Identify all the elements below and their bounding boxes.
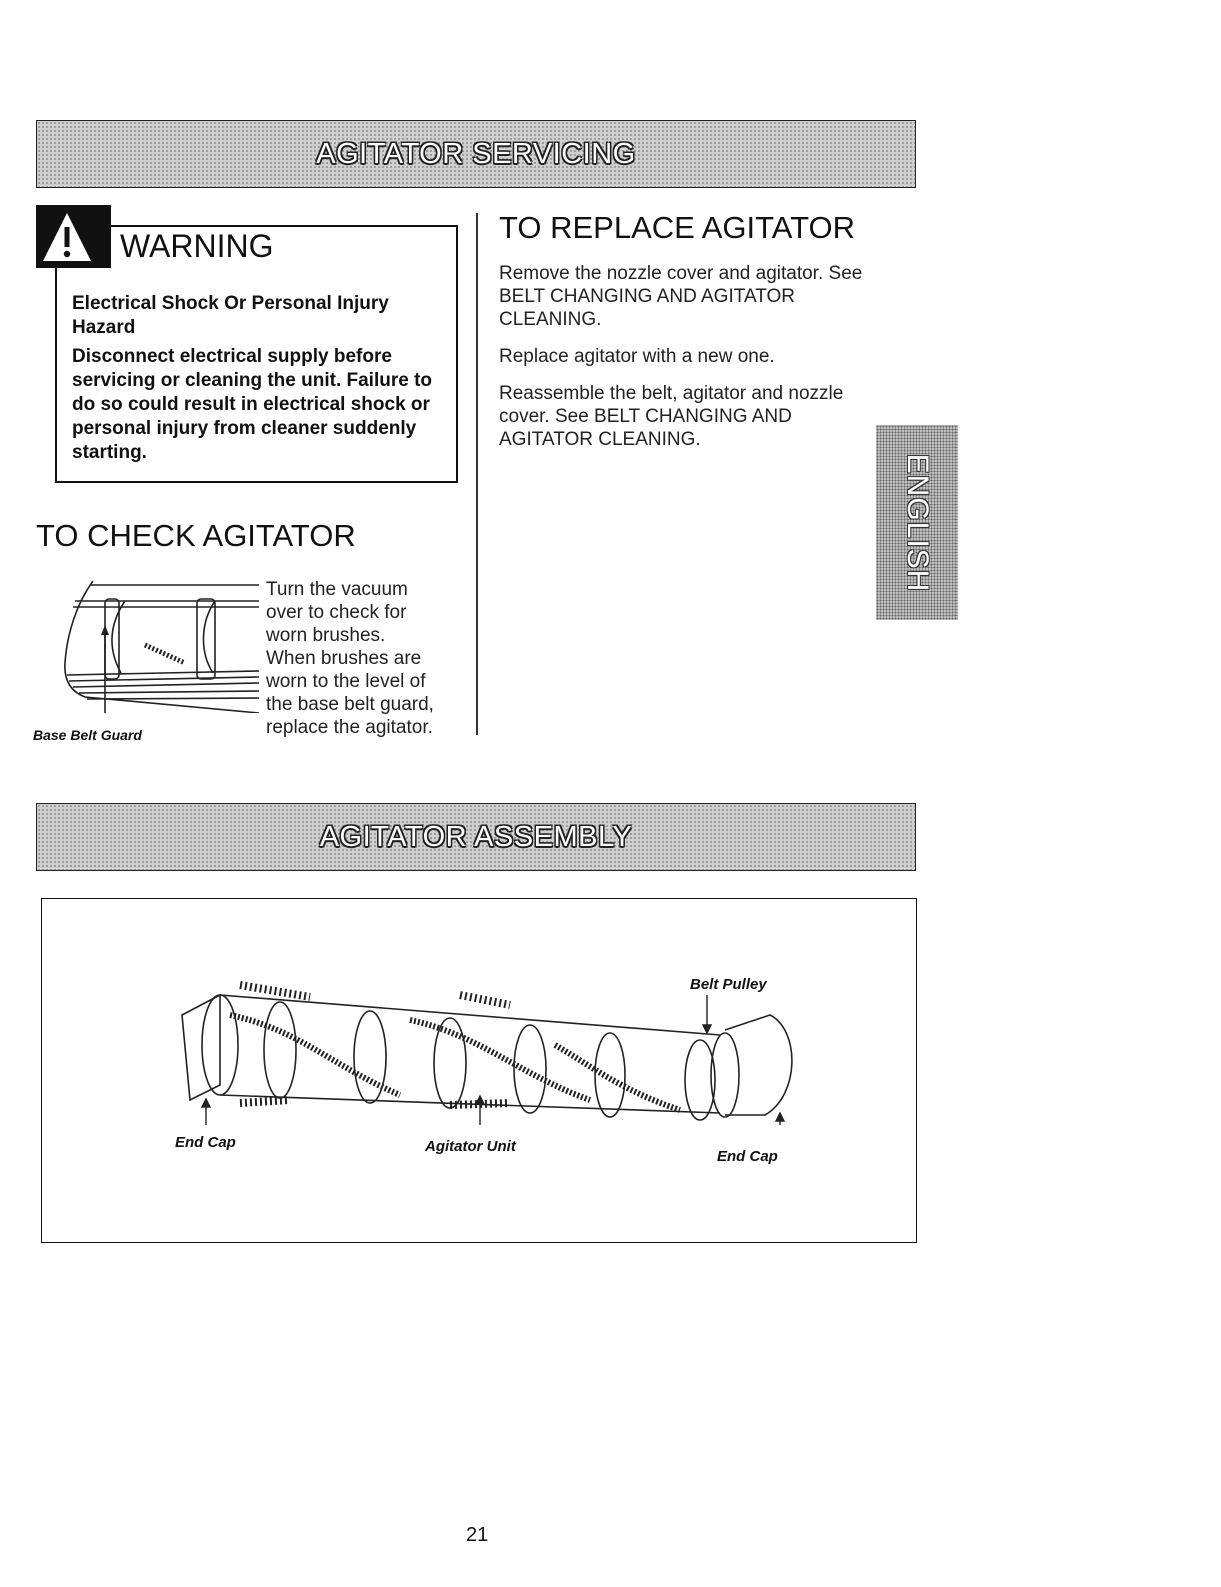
replace-text-line: Reassemble the belt, agitator and nozzle [499,383,844,404]
check-text-line: replace the agitator. [266,717,433,738]
replace-para-3 [499,382,919,451]
warning-title: WARNING [120,228,274,264]
check-text-line: over to check for [266,602,407,623]
warning-hazard: Electrical Shock Or Personal Injury Hazard [72,293,389,338]
belt-pulley-label: Belt Pulley [690,976,767,993]
banner-title: AGITATOR SERVICING [316,137,636,170]
check-agitator-heading: TO CHECK AGITATOR [36,518,356,553]
language-tab-label: ENGLISH [901,453,934,592]
end-cap-right-label: End Cap [717,1148,778,1165]
replace-text-line: Remove the nozzle cover and agitator. See [499,263,863,284]
replace-text-line: cover. See BELT CHANGING AND [499,406,792,427]
replace-text-line: CLEANING. [499,309,602,330]
warning-instruction: Disconnect electrical supply before servicing or cleaning the unit. Failure to do so could result in electrical shock or personal injury from cleaner suddenly starting. [72,346,433,463]
replace-text-line: BELT CHANGING AND AGITATOR [499,286,795,307]
agitator-check-illustration [55,573,260,713]
warning-triangle-icon [36,205,111,268]
page-number: 21 [466,1524,489,1546]
agitator-unit-label: Agitator Unit [425,1138,516,1155]
replace-text-line: AGITATOR CLEANING. [499,429,701,450]
language-tab [876,425,958,620]
banner-title: AGITATOR ASSEMBLY [319,820,633,853]
check-text-line: When brushes are [266,648,422,669]
check-instructions [266,578,476,739]
column-divider [476,213,478,735]
replace-para-1 [499,262,919,331]
check-text-line: worn brushes. [266,625,386,646]
base-belt-guard-label: Base Belt Guard [33,727,142,743]
replace-para-2: Replace agitator with a new one. [499,346,775,367]
check-text-line: Turn the vacuum [266,579,408,600]
check-text-line: the base belt guard, [266,694,434,715]
end-cap-left-label: End Cap [175,1134,236,1151]
section-banner-agitator-servicing [36,120,916,188]
agitator-assembly-illustration [160,975,810,1125]
replace-agitator-heading: TO REPLACE AGITATOR [499,210,856,245]
check-text-line: worn to the level of [266,671,426,692]
section-banner-agitator-assembly [36,803,916,871]
